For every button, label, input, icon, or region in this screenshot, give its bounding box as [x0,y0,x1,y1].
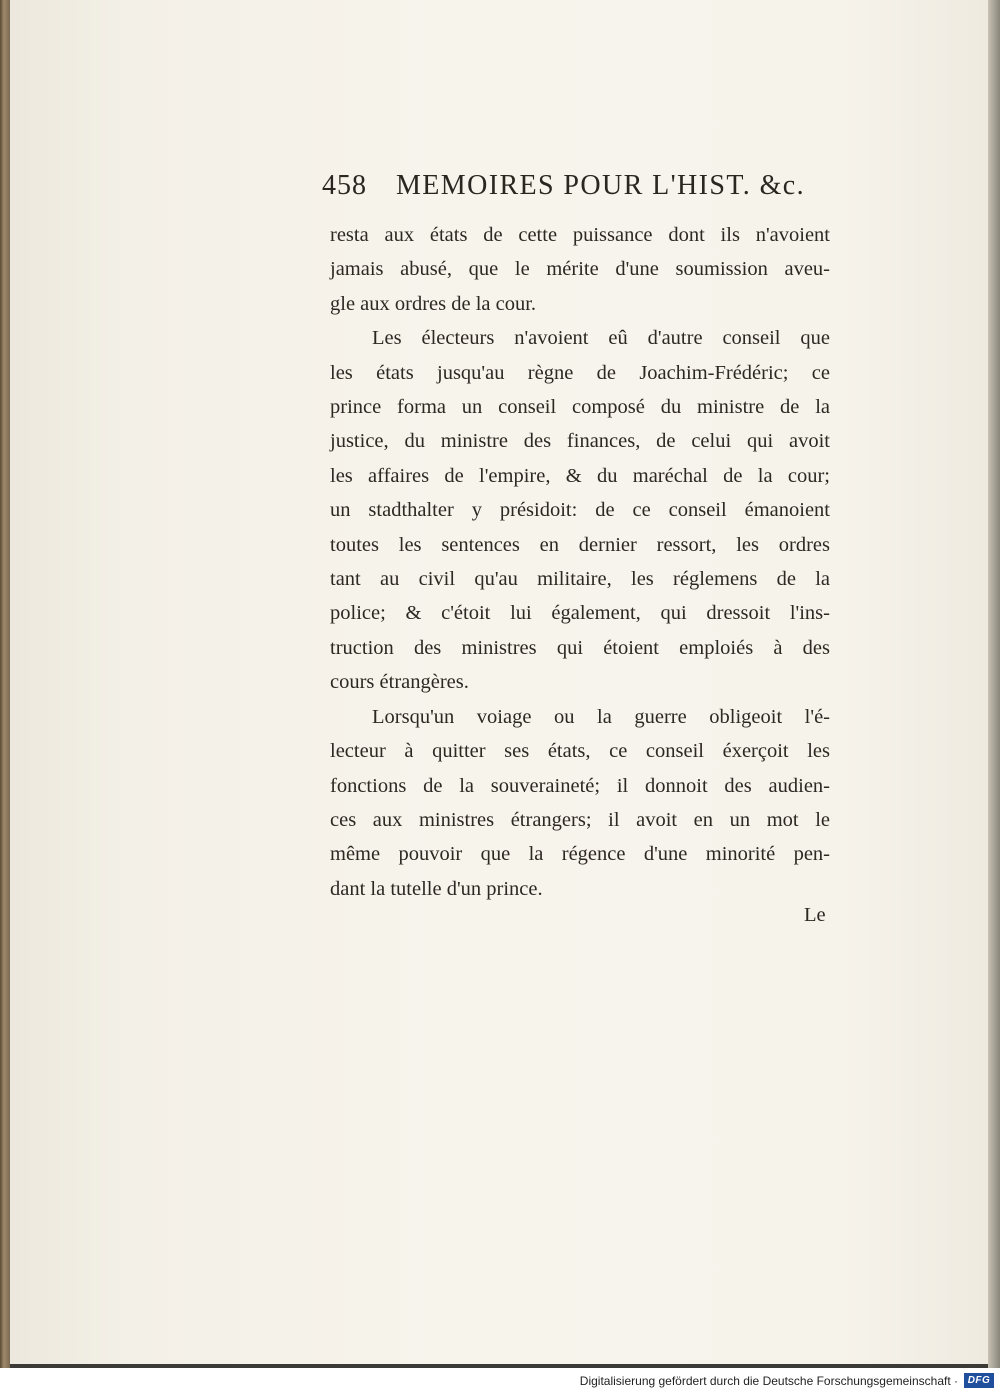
paragraph-1 [330,218,830,321]
text-line: un stadthalter y présidoit: de ce conseil émanoient [330,499,830,522]
text-line: fonctions de la souveraineté; il donnoit des audien- [330,774,830,797]
text-line: jamais abusé, que le mérite d'une soumission aveu- [330,258,830,281]
digitization-footer [0,1368,1000,1395]
paragraph-3 [330,700,830,906]
text-line: ces aux ministres étrangers; il avoit en un mot le [330,808,830,831]
text-line: gle aux ordres de la cour. [330,292,537,315]
page-edge-shadow [988,0,1000,1368]
text-line: prince forma un conseil composé du ministre de la [330,396,830,419]
body-text [330,218,830,906]
dfg-logo-icon: DFG [964,1373,994,1388]
text-line: les affaires de l'empire, & du maréchal de la cour; [330,464,830,487]
catchword: Le [804,904,826,926]
funding-credit: Digitalisierung gefördert durch die Deutsche Forschungsgemeinschaft · [579,1374,958,1388]
text-line: Les électeurs n'avoient eû d'autre conseil que [372,327,830,350]
text-line: lecteur à quitter ses états, ce conseil éxerçoit les [330,740,830,763]
text-line: tant au civil qu'au militaire, les réglemens de la [330,568,830,591]
page-header [310,170,830,210]
text-line: justice, du ministre des finances, de celui qui avoit [330,430,830,453]
text-line: Lorsqu'un voiage ou la guerre obligeoit l'é- [372,705,830,728]
text-line: même pouvoir que la régence d'une minorité pen- [330,843,830,866]
text-line: resta aux états de cette puissance dont ils n'avoient [330,224,830,246]
page-number: 458 [322,170,367,201]
running-head: MEMOIRES POUR L'HIST. &c. [396,170,805,201]
book-spine-edge [0,0,10,1368]
text-line: dant la tutelle d'un prince. [330,877,543,900]
text-line: cours étrangères. [330,671,469,694]
text-line: truction des ministres qui étoient emploiés à des [330,636,830,659]
text-line: les états jusqu'au règne de Joachim-Frédéric; ce [330,361,830,384]
paragraph-2 [330,321,830,699]
text-line: toutes les sentences en dernier ressort, les ordres [330,533,830,556]
text-line: police; & c'étoit lui également, qui dressoit l'ins- [330,602,830,625]
